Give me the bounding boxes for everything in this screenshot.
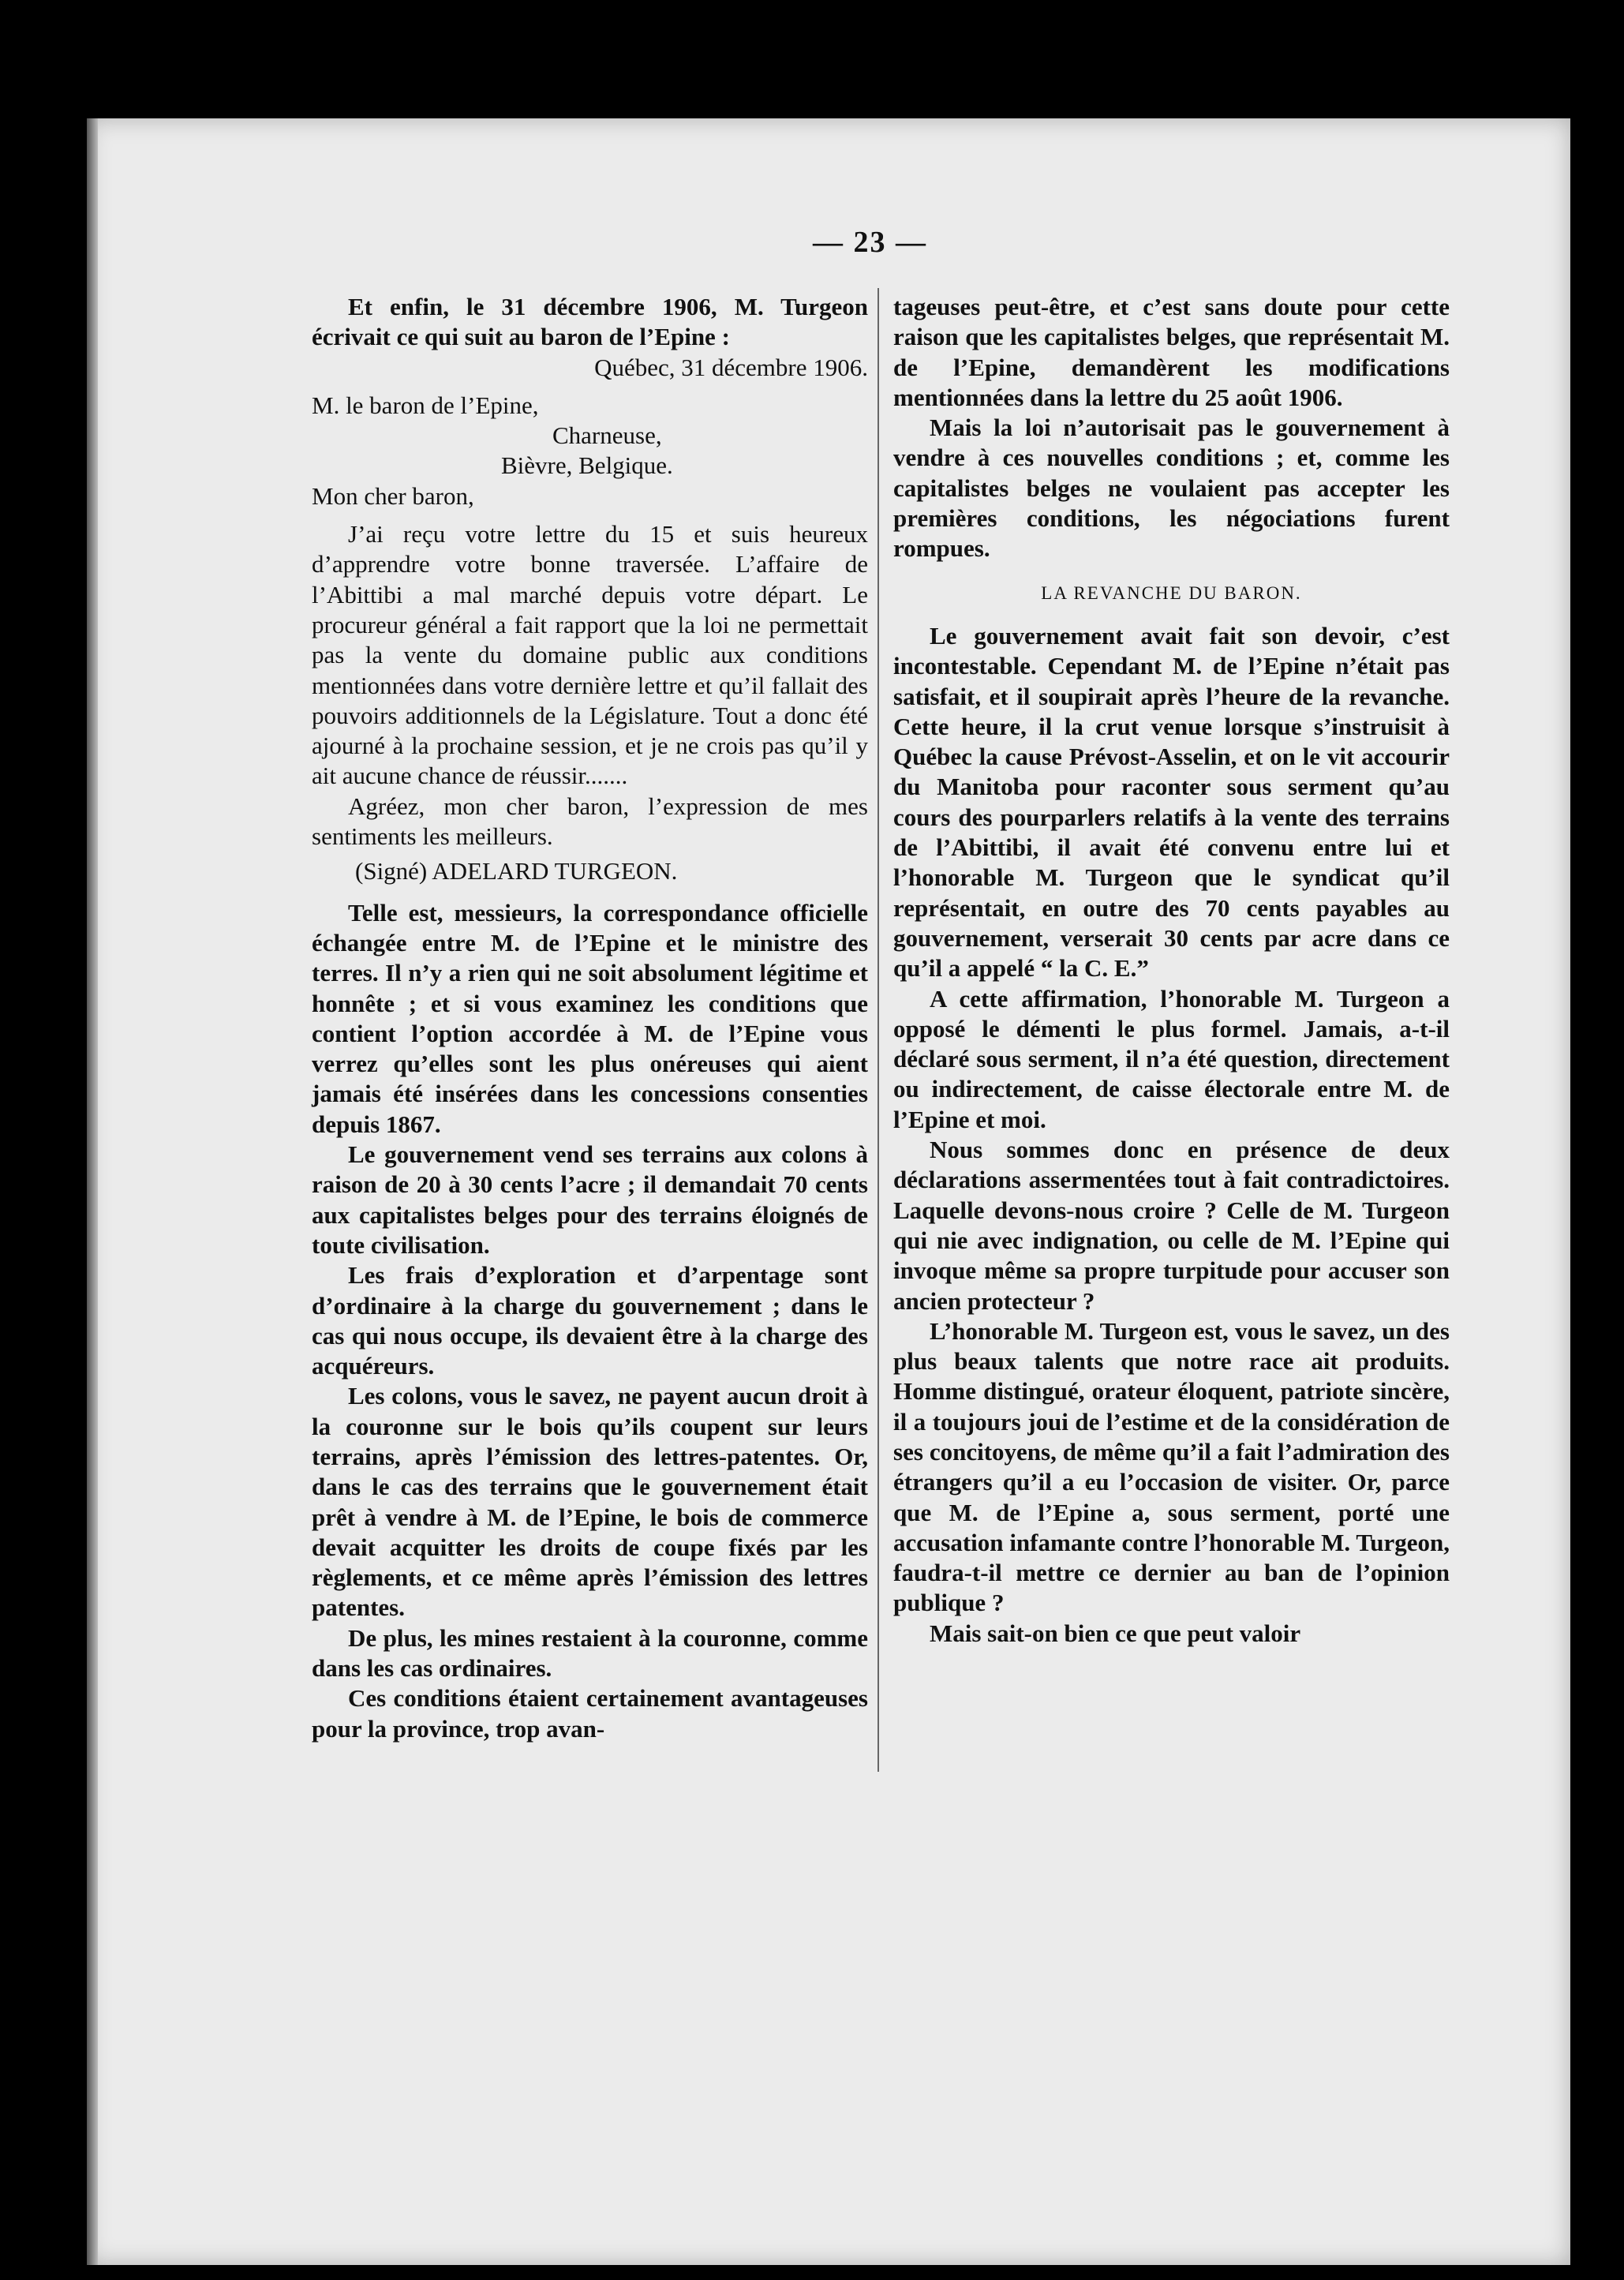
left-column <box>312 292 868 1744</box>
letter-recipient: M. le baron de l’Epine, <box>312 391 539 419</box>
intro-paragraph: Et enfin, le 31 décembre 1906, M. Turgeon écrivait ce qui suit au baron de l’Epine : <box>312 293 868 351</box>
letter-address-line1: Charneuse, <box>552 421 662 450</box>
body-paragraph: A cette affirmation, l’honorable M. Turgeon a opposé le démenti le plus formel. Jamais, a-t-il déclaré sous serment, il n’a été question, directement ou indirectement, de caisse électorale entre M. de l’Epine et moi. <box>893 984 1450 1133</box>
body-paragraph: Nous sommes donc en présence de deux déclarations assermentées tout à fait contradictoires. Laquelle devons-nous croire ? Celle de M. Turgeon qui nie avec indignation, ou celle de M. l’Epine qui invoque même sa propre turpitude pour accuser son ancien protecteur ? <box>893 1136 1450 1315</box>
body-paragraph: Le gouvernement vend ses terrains aux colons à raison de 20 à 30 cents l’acre ; il demandait 70 cents aux capitalistes belges pour des terrains éloignés de toute civilisation. <box>312 1140 868 1259</box>
body-paragraph: Mais sait-on bien ce que peut valoir <box>930 1619 1301 1647</box>
body-paragraph: Le gouvernement avait fait son devoir, c’est incontestable. Cependant M. de l’Epine n’était pas satisfait, et il soupirait après l’heure de la revanche. Cette heure, il la crut venue lorsque s’instruisit à Québec la cause Prévost-Asselin, et on le vit accourir du Manitoba pour raconter sous serment qu’au cours des pourparlers relatifs à la vente des terrains de l’Abittibi, il avait été convenu entre lui et l’honorable M. Turgeon que le syndicat qu’il représentait, en outre des 70 cents payables au gouvernement, verserait 30 cents par acre dans ce qu’il a appelé “ la C. E.” <box>893 621 1450 983</box>
letter-closing: Agréez, mon cher baron, l’expression de mes sentiments les meilleurs. <box>312 792 868 851</box>
page-number: — 23 — <box>813 226 927 259</box>
body-paragraph: Ces conditions étaient certainement avantageuses pour la province, trop avan- <box>312 1684 868 1743</box>
body-paragraph: L’honorable M. Turgeon est, vous le savez, un des plus beaux talents que notre race ait produits. Homme distingué, orateur éloquent, patriote sincère, il a toujours joui de l’estime et de la considération de ses concitoyens, de même qu’il a fait l’admiration des étrangers qu’il a eu l’occasion de visiter. Or, parce que M. de l’Epine a, sous serment, porté une accusation infamante contre l’honorable M. Turgeon, faudra-t-il mettre ce dernier au ban de l’opinion publique ? <box>893 1316 1450 1617</box>
letter-body: J’ai reçu votre lettre du 15 et suis heureux d’apprendre votre bonne traversée. L’affaire de l’Abittibi a mal marché depuis votre départ. Le procureur général a fait rapport que la loi ne permettait pas la vente du domaine public aux conditions mentionnées dans votre dernière lettre et qu’il fallait des pouvoirs additionnels de la Législature. Tout a donc été ajourné à la prochaine session, et je ne crois pas qu’il y ait aucune chance de réussir....... <box>312 520 868 790</box>
body-paragraph: De plus, les mines restaient à la couronne, comme dans les cas ordinaires. <box>312 1623 868 1683</box>
section-heading: LA REVANCHE DU BARON. <box>1041 582 1302 603</box>
right-column <box>893 292 1450 1649</box>
body-paragraph: Les colons, vous le savez, ne payent aucun droit à la couronne sur le bois qu’ils coupent sur leurs terrains, après l’émission des lettres-patentes. Or, dans le cas des terrains que le gouvernement était prêt à vendre à M. de l’Epine, le bois de commerce devait acquitter les droits de coupe fixés par les règlements, et ce même après l’émission des lettres patentes. <box>312 1382 868 1622</box>
page-edge <box>87 118 98 2265</box>
letter-signature: (Signé) ADELARD TURGEON. <box>355 857 678 885</box>
letter-address-line2: Bièvre, Belgique. <box>501 451 673 480</box>
letter-salutation: Mon cher baron, <box>312 481 474 510</box>
body-paragraph: Mais la loi n’autorisait pas le gouvernement à vendre à ces nouvelles conditions ; et, comme les capitalistes belges ne voulaient pas accepter les premières conditions, les négociations furent rompues. <box>893 414 1450 563</box>
body-paragraph: Les frais d’exploration et d’arpentage sont d’ordinaire à la charge du gouvernement ; dans le cas qui nous occupe, ils devaient être à la charge des acquéreurs. <box>312 1261 868 1380</box>
letter-dateline: Québec, 31 décembre 1906. <box>594 353 868 381</box>
body-paragraph: Telle est, messieurs, la correspondance officielle échangée entre M. de l’Epine et le ministre des terres. Il n’y a rien qui ne soit absolument légitime et honnête ; et si vous examinez les conditions que contient l’option accordée à M. de l’Epine vous verrez qu’elles sont les plus onéreuses qui aient jamais été insérées dans les concessions consenties depuis 1867. <box>312 898 868 1138</box>
column-divider <box>877 288 879 1772</box>
body-paragraph: tageuses peut-être, et c’est sans doute pour cette raison que les capitalistes belges, que représentait M. de l’Epine, demandèrent les modifications mentionnées dans la lettre du 25 août 1906. <box>893 293 1450 411</box>
